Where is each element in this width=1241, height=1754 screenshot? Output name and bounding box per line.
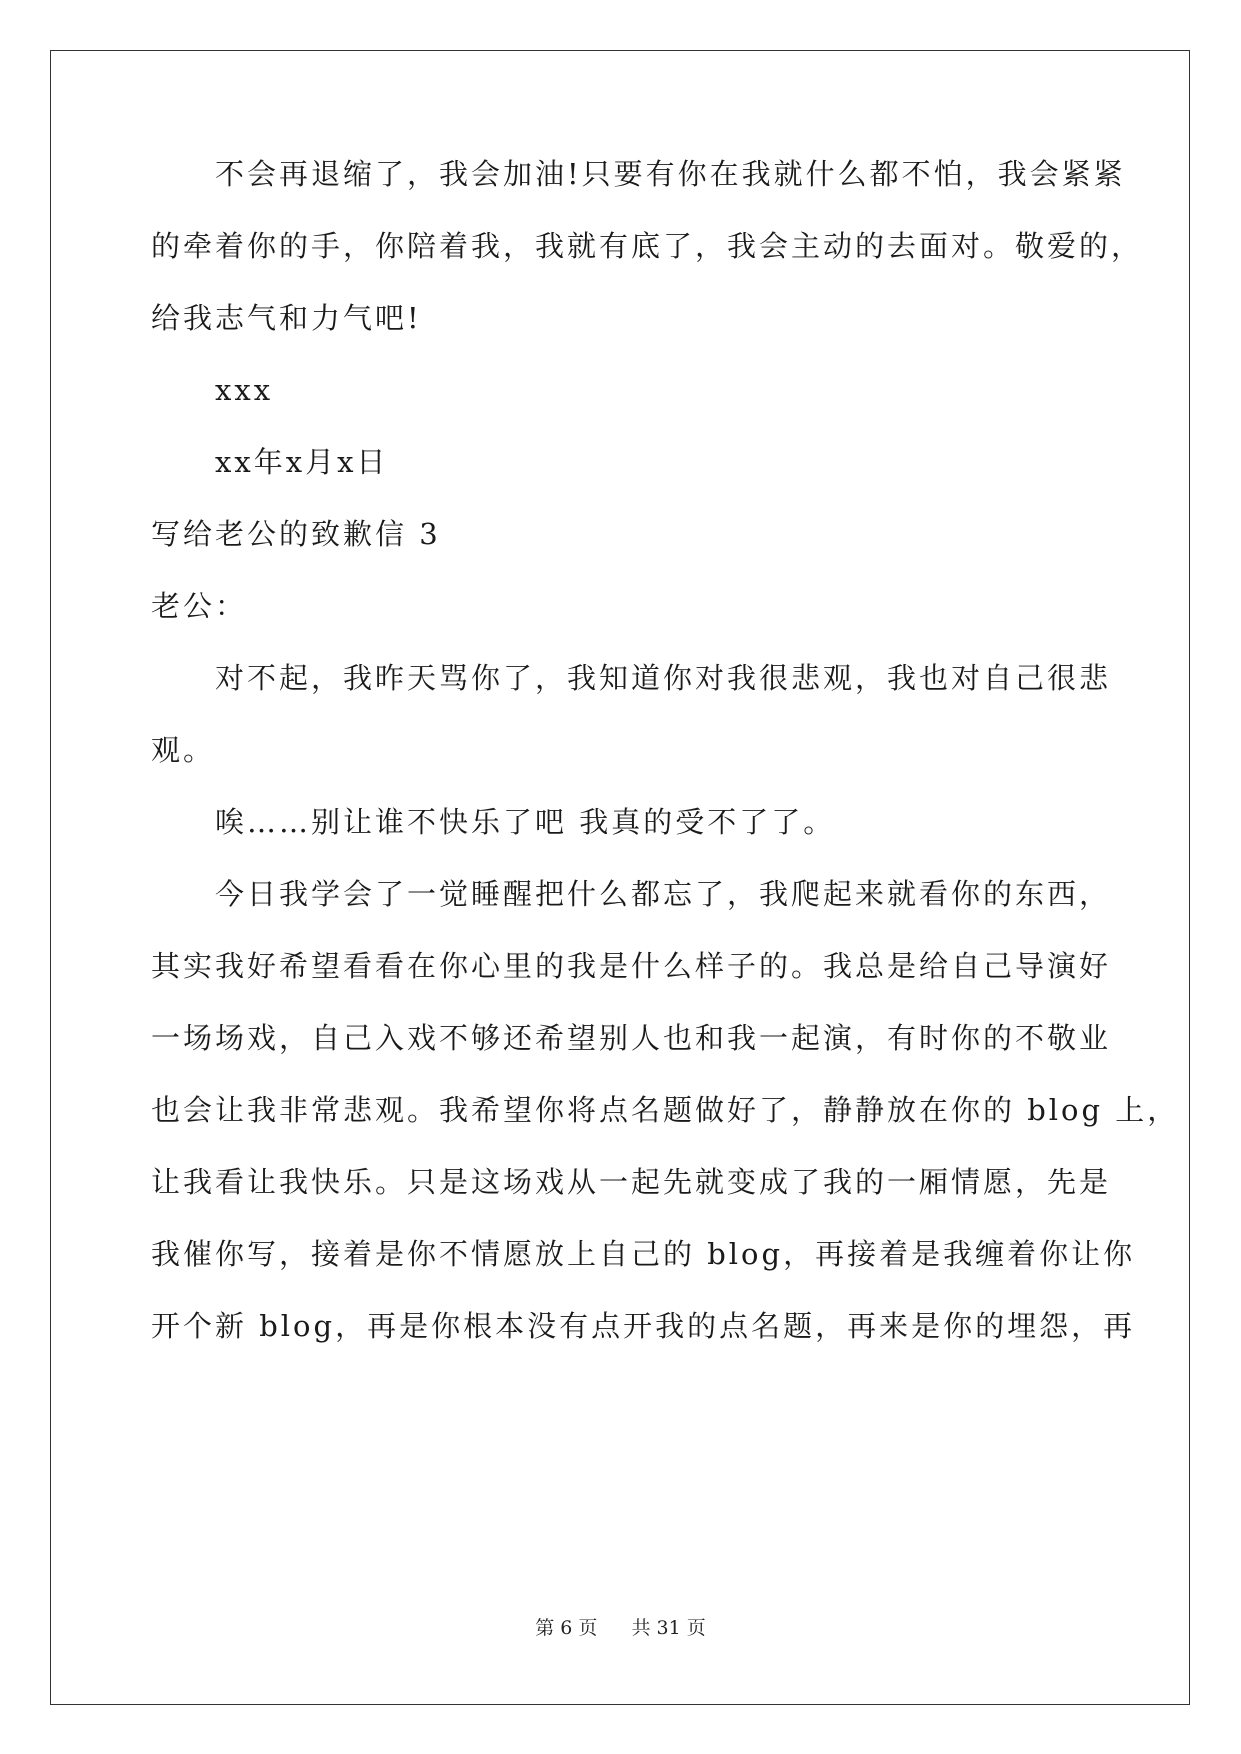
body-text-line: 也会让我非常悲观。我希望你将点名题做好了，静静放在你的 blog 上，: [151, 1093, 1180, 1127]
body-text-line: 其实我好希望看看在你心里的我是什么样子的。我总是给自己导演好: [151, 949, 1112, 983]
body-text-line: 我催你写，接着是你不情愿放上自己的 blog，再接着是我缠着你让你: [151, 1237, 1136, 1271]
body-text-line: 让我看让我快乐。只是这场戏从一起先就变成了我的一厢情愿，先是: [151, 1165, 1112, 1199]
body-text-line: 对不起，我昨天骂你了，我知道你对我很悲观，我也对自己很悲: [215, 661, 1112, 695]
body-text-line: 的牵着你的手，你陪着我，我就有底了，我会主动的去面对。敬爱的，: [151, 229, 1144, 263]
signature-name: xxx: [215, 373, 274, 407]
body-text-line: 观。: [151, 733, 216, 767]
page-number: 第 6 页: [535, 1617, 598, 1639]
body-text-line: 不会再退缩了，我会加油!只要有你在我就什么都不怕，我会紧紧: [215, 157, 1126, 191]
section-heading: 写给老公的致歉信 3: [151, 517, 441, 551]
body-text-line: 今日我学会了一觉睡醒把什么都忘了，我爬起来就看你的东西，: [215, 877, 1112, 911]
body-text-line: 一场场戏，自己入戏不够还希望别人也和我一起演，有时你的不敬业: [151, 1021, 1112, 1055]
body-text-line: 唉……别让谁不快乐了吧 我真的受不了了。: [215, 805, 836, 839]
salutation: 老公：: [151, 589, 248, 623]
body-text-line: 给我志气和力气吧!: [151, 301, 422, 335]
page-total: 共 31 页: [631, 1617, 706, 1639]
signature-date: xx年x月x日: [215, 445, 389, 479]
page-footer: [0, 1616, 1241, 1640]
body-text-line: 开个新 blog，再是你根本没有点开我的点名题，再来是你的埋怨，再: [151, 1309, 1136, 1343]
